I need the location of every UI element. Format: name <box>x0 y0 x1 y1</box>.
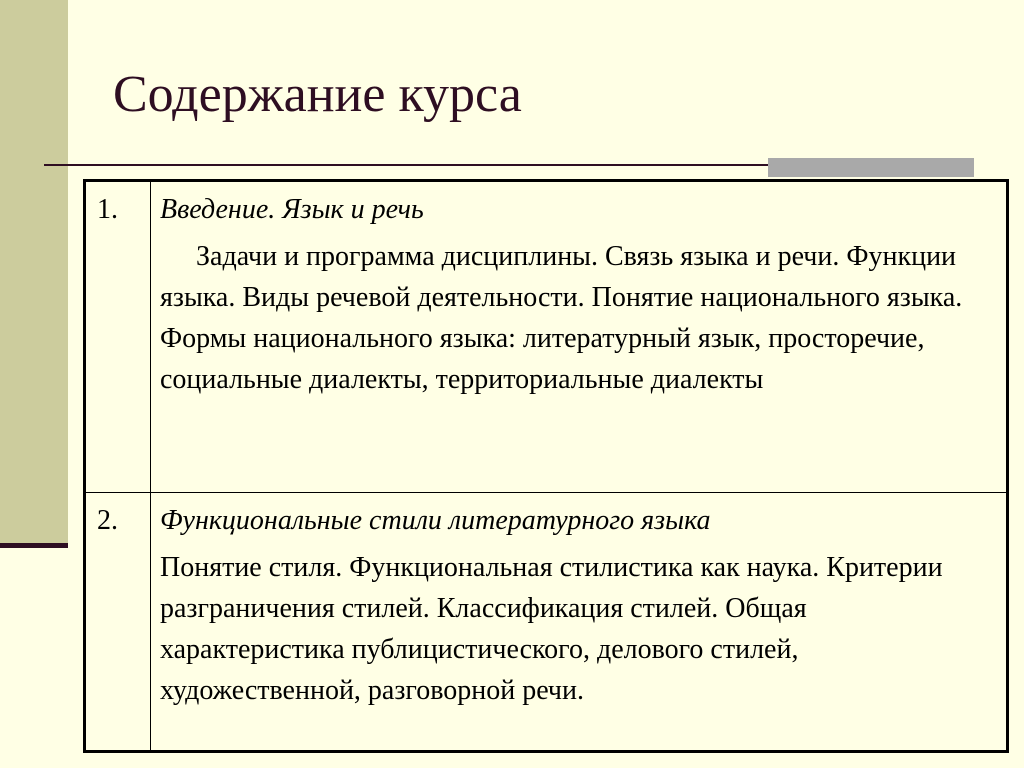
row-content <box>160 192 992 400</box>
row-number: 1. <box>97 194 118 225</box>
gray-accent-bar <box>768 158 974 177</box>
course-content-table <box>83 179 1009 753</box>
row-heading: Введение. Язык и речь <box>160 194 424 225</box>
column-divider <box>150 182 151 492</box>
slide-title: Содержание курса <box>113 66 522 123</box>
left-decor-bar <box>0 0 68 544</box>
left-decor-underline <box>0 543 68 548</box>
row-text: Понятие стиля. Функциональная стилистика как наука. Критерии разграничения стилей. Классификация стилей. Общая характеристика публицистического, делового стилей, художественной, разговорной речи. <box>160 552 943 707</box>
table-row <box>86 182 1006 493</box>
row-content <box>160 503 992 711</box>
row-number: 2. <box>97 505 118 536</box>
table-row <box>86 493 1006 750</box>
column-divider <box>150 493 151 750</box>
row-text: Задачи и программа дисциплины. Связь языка и речи. Функции языка. Виды речевой деятельности. Понятие национального языка. Формы национального языка: литературный язык, просторечие, социальные диалекты, территориальные диалекты <box>160 241 963 396</box>
row-heading: Функциональные стили литературного языка <box>160 505 711 536</box>
